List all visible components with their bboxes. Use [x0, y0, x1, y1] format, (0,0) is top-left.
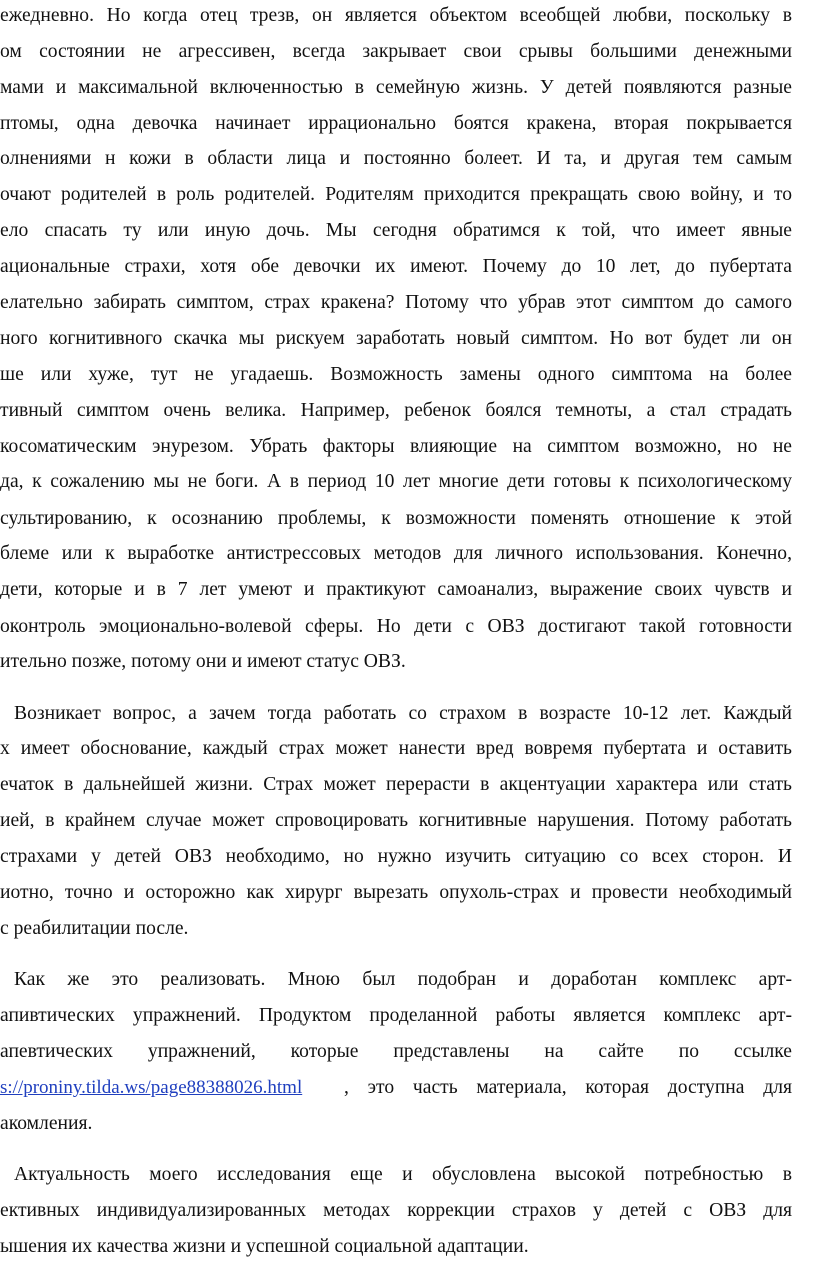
text-line: мами и максимальной включенностью в семейную жизнь. У детей появляются разные — [0, 77, 792, 98]
text-line: птомы, одна девочка начинает иррационально боятся кракена, вторая покрывается — [0, 113, 792, 134]
text-line: ного когнитивного скачка мы рискуем заработать новый симптом. Но вот будет ли он — [0, 328, 792, 349]
text-line: с реабилитации после. — [0, 918, 189, 939]
text-line: ежедневно. Но когда отец трезв, он является объектом всеобщей любви, поскольку в — [0, 5, 792, 26]
text-line: ией, в крайнем случае может спровоцировать когнитивные нарушения. Потому работать — [0, 810, 792, 831]
text-line: акомления. — [0, 1113, 93, 1134]
text-line: апивтических упражнений. Продуктом проделанной работы является комплекс арт- — [0, 1005, 792, 1026]
text-line: иотно, точно и осторожно как хирург вырезать опухоль-страх и провести необходимый — [0, 882, 792, 903]
text-line: блеме или к выработке антистрессовых методов для личного использования. Конечно, — [0, 543, 792, 564]
text-line: ом состоянии не агрессивен, всегда закрывает свои срывы большими денежными — [0, 41, 792, 62]
text-line: , это часть материала, которая доступна для — [344, 1077, 792, 1098]
text-line: ективных индивидуализированных методах коррекции страхов у детей с ОВЗ для — [0, 1200, 792, 1221]
text-line: х имеет обоснование, каждый страх может нанести вред вовремя пубертата и оставить — [0, 738, 792, 759]
text-line: оконтроль эмоционально-волевой сферы. Но дети с ОВЗ достигают такой готовности — [0, 616, 792, 637]
text-line: очают родителей в роль родителей. Родителям приходится прекращать свою войну, и то — [0, 184, 792, 205]
text-line: Актуальность моего исследования еще и обусловлена высокой потребностью в — [14, 1164, 792, 1185]
text-line: ечаток в дальнейшей жизни. Страх может перерасти в акцентуации характера или стать — [0, 774, 792, 795]
text-line: тивный симптом очень велика. Например, ребенок боялся темноты, а стал страдать — [0, 400, 792, 421]
text-line: дети, которые и в 7 лет умеют и практикуют самоанализ, выражение своих чувств и — [0, 579, 792, 600]
text-line: елательно забирать симптом, страх кракена? Потому что убрав этот симптом до самого — [0, 292, 792, 313]
text-line: ело спасать ту или иную дочь. Мы сегодня обратимся к той, что имеет явные — [0, 220, 792, 241]
text-line: ше или хуже, тут не угадаешь. Возможность замены одного симптома на более — [0, 364, 792, 385]
text-line: да, к сожалению мы не боги. А в период 10 лет многие дети готовы к психологическому — [0, 471, 792, 492]
text-line: косоматическим энурезом. Убрать факторы влияющие на симптом возможно, но не — [0, 436, 792, 457]
text-line: ительно позже, потому они и имеют статус ОВЗ. — [0, 651, 406, 672]
proniny-link[interactable]: s://proniny.tilda.ws/page88388026.html — [0, 1077, 303, 1098]
text-line: олнениями н кожи в области лица и постоянно болеет. И та, и другая тем самым — [0, 148, 792, 169]
text-line: Возникает вопрос, а зачем тогда работать со страхом в возрасте 10-12 лет. Каждый — [14, 703, 792, 724]
text-line: апевтических упражнений, которые представлены на сайте по ссылке — [0, 1041, 792, 1062]
text-line: ациональные страхи, хотя обе девочки их имеют. Почему до 10 лет, до пубертата — [0, 256, 792, 277]
text-line: сультированию, к осознанию проблемы, к возможности поменять отношение к этой — [0, 508, 792, 529]
text-line: Как же это реализовать. Мною был подобран и доработан комплекс арт- — [14, 969, 792, 990]
text-line: ышения их качества жизни и успешной социальной адаптации. — [0, 1236, 529, 1257]
text-line: страхами у детей ОВЗ необходимо, но нужно изучить ситуацию со всех сторон. И — [0, 846, 792, 867]
